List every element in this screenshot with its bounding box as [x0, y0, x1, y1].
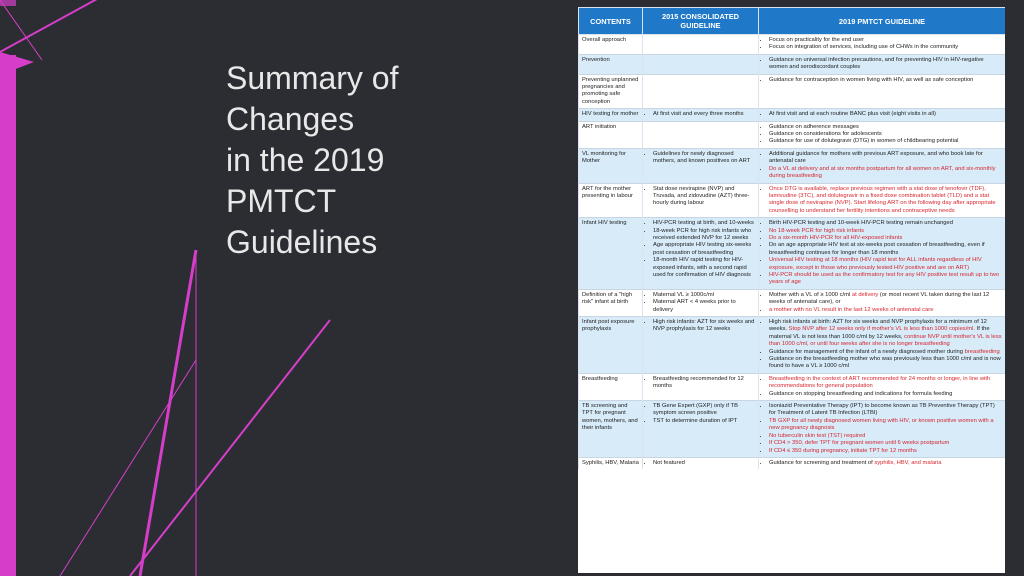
table-row	[579, 401, 1006, 458]
highlighted-change: Once DTG is available, replace previous regimen with a stat dose of tenofovir (TDF), lamivudine (3TC), and dolutegravir in a fixed dose combination tablet (TLD) and a stat single dose of nevirapine (NVP). Start lifelong ART on the following day after appropriate counselling to understand her fertility intentions and contraceptive needs	[769, 185, 996, 214]
header-contents: CONTENTS	[579, 8, 643, 35]
bullet-item: • At first visit and every three months	[653, 111, 755, 118]
cell-content: Definition of a "high risk" infant at birth	[579, 289, 643, 316]
bullet-item	[769, 44, 1002, 51]
cell-2015	[643, 121, 759, 148]
bullet-item	[769, 131, 1002, 138]
cell-content: Overall approach	[579, 35, 643, 55]
highlighted-change: a mother with no VL result in the last 12 weeks of antenatal care	[769, 306, 934, 313]
table-row	[579, 148, 1006, 183]
bullet-item: • Maternal ART < 4 weeks prior to delivery	[653, 299, 755, 314]
cell-2015	[643, 74, 759, 109]
bullet-item: • Not featured	[653, 460, 755, 467]
text-segment: Guidance on the breastfeeding mother who was previously less than 1000 c/ml and is now found to have a VL ≥ 1000 c/ml	[769, 356, 1001, 370]
table-body	[579, 35, 1006, 470]
bullet-item	[769, 292, 1002, 307]
cell-2019	[759, 457, 1006, 469]
bullet-item	[769, 376, 1002, 391]
title-line: Changes	[226, 101, 355, 137]
cell-2015	[643, 401, 759, 458]
text-segment: Focus on integration of services, including use of CHWs in the community	[769, 44, 959, 51]
bullet-item: • Age appropriate HIV testing six-weeks post cessation of breastfeeding	[653, 242, 755, 257]
bullet-item	[769, 349, 1002, 356]
table-row	[579, 121, 1006, 148]
highlighted-change: Do a six-month HIV-PCR for all HIV-exposed infants	[769, 234, 903, 241]
text-segment: Guidance on stopping breastfeeding and indications for formula feeding	[769, 390, 953, 397]
cell-2015	[643, 54, 759, 74]
cell-content: TB screening and TPT for pregnant women, mothers, and their infants	[579, 401, 643, 458]
bullet-item	[769, 272, 1002, 287]
bullet-item	[769, 77, 1002, 84]
cell-2015	[643, 373, 759, 400]
highlighted-change: If CD4 > 350, defer TPT for pregnant women until 6 weeks postpartum	[769, 440, 950, 447]
cell-2019	[759, 74, 1006, 109]
text-segment: (or most recent VL taken during the last 12 weeks of antenatal care), or	[769, 291, 990, 306]
cell-2019	[759, 218, 1006, 290]
cell-content: VL monitoring for Mother	[579, 148, 643, 183]
bullet-item	[769, 403, 1002, 418]
bullet-item: • Breastfeeding recommended for 12 months	[653, 376, 755, 391]
table-row	[579, 289, 1006, 316]
table-row	[579, 373, 1006, 400]
cell-2015	[643, 35, 759, 55]
text-segment: Guidance for screening and treatment of	[769, 459, 875, 466]
bullet-item: • TST to determine duration of IPT	[653, 418, 755, 425]
bullet-item: • 18-month HIV rapid testing for HIV-exposed infants, with a second rapid used for confirmation of HIV diagnosis	[653, 257, 755, 279]
text-segment: Guidance for management of the infant of a newly diagnosed mother during	[769, 348, 965, 355]
highlighted-change: No tuberculin skin test (TST) required	[769, 432, 866, 439]
bullet-item	[769, 235, 1002, 242]
text-segment: Focus on practicality for the end user	[769, 37, 865, 43]
cell-2019	[759, 54, 1006, 74]
highlighted-change: at delivery	[851, 291, 879, 298]
highlighted-change: breastfeeding	[964, 348, 1000, 355]
bullet-item	[769, 257, 1002, 272]
highlighted-change: syphilis, HBV, and malaria	[874, 459, 942, 466]
cell-2015	[643, 289, 759, 316]
highlighted-change: HIV-PCR should be used as the confirmatory test for any HIV positive test result up to two years of age	[769, 271, 1000, 286]
table-header-row	[579, 8, 1006, 35]
header-2015-guideline: 2015 CONSOLIDATED GUIDELINE	[643, 8, 759, 35]
cell-2019	[759, 401, 1006, 458]
bullet-item	[769, 186, 1002, 216]
cell-2019	[759, 289, 1006, 316]
text-segment: Additional guidance for mothers with previous ART exposure, and who book late for antenatal care	[769, 150, 983, 165]
text-segment: Guidance on adherence messages	[769, 123, 859, 130]
cell-content: Syphilis, HBV, Malaria	[579, 457, 643, 469]
bullet-item	[769, 166, 1002, 181]
text-segment: Guidance on considerations for adolescents	[769, 131, 882, 138]
highlighted-change: continue NVP until mother's VL is less than 1000 c/ml, or until four weeks after she is no longer breastfeeding	[769, 333, 1002, 348]
text-segment: Birth HIV-PCR testing and 10-week HIV-PCR testing remain unchanged	[769, 220, 953, 227]
table-row	[579, 457, 1006, 469]
slide-title	[226, 58, 466, 263]
highlighted-change: Stop NVP after 12 weeks only if mother's VL is less than 1000 copies/ml.	[788, 326, 976, 333]
table-row	[579, 35, 1006, 55]
cell-content: HIV testing for mother	[579, 109, 643, 121]
cell-2015	[643, 317, 759, 374]
table-row	[579, 109, 1006, 121]
bullet-item	[769, 124, 1002, 131]
bullet-item	[769, 356, 1002, 371]
title-line: in the 2019	[226, 142, 385, 178]
cell-2019	[759, 148, 1006, 183]
cell-2019	[759, 35, 1006, 55]
cell-2015	[643, 109, 759, 121]
cell-2019	[759, 109, 1006, 121]
title-line: Summary of	[226, 60, 399, 96]
text-segment: Mother with a VL of ≥ 1000 c/ml	[769, 291, 852, 298]
guideline-comparison-table	[578, 7, 1005, 573]
bullet-item: • TB Gene Expert (GXP) only if TB symptom screen positive	[653, 403, 755, 418]
bullet-item	[769, 151, 1002, 166]
text-segment: Guidance on universal infection precautions, and for preventing HIV in HIV-negative women and serodiscordant couples	[769, 56, 984, 71]
text-segment: Guidance for use of dolutegravir (DTG) in women of childbearing potential	[769, 138, 959, 145]
title-line: PMTCT	[226, 183, 337, 219]
bullet-item	[769, 138, 1002, 145]
cell-content: ART initiation	[579, 121, 643, 148]
text-segment: High risk infants at birth: AZT for six weeks and NVP prophylaxis for a minimum of 12 weeks.	[769, 319, 987, 333]
bullet-item	[769, 220, 1002, 227]
bullet-item	[769, 418, 1002, 433]
cell-2019	[759, 183, 1006, 218]
bullet-item: • 18-week PCR for high risk infants who received extended NVP for 12 weeks	[653, 228, 755, 243]
bullet-item	[769, 460, 1002, 467]
bullet-item	[769, 111, 1002, 118]
table-row	[579, 54, 1006, 74]
text-segment: Guidance for contraception in women living with HIV, as well as safe conception	[769, 76, 974, 83]
bullet-item	[769, 433, 1002, 440]
highlighted-change: No 18-week PCR for high risk infants	[769, 227, 865, 234]
text-segment: At first visit and at each routine BANC plus visit (eight visits in all)	[769, 111, 936, 118]
bullet-item: • Stat dose nevirapine (NVP) and Truvada, and zidovudine (AZT) three-hourly during labour	[653, 186, 755, 208]
bullet-item	[769, 440, 1002, 447]
bullet-item: • High risk infants: AZT for six weeks and NVP prophylaxis for 12 weeks	[653, 319, 755, 334]
cell-content: ART for the mother presenting in labour	[579, 183, 643, 218]
cell-content: Infant post exposure prophylaxis	[579, 317, 643, 374]
bullet-item	[769, 57, 1002, 72]
bullet-item	[769, 242, 1002, 257]
table-row	[579, 218, 1006, 290]
highlighted-change: Do a VL at delivery and at six months postpartum for all women on ART, and six-monthly during breastfeeding	[769, 165, 996, 180]
bullet-item	[769, 391, 1002, 398]
cell-2015	[643, 218, 759, 290]
cell-2015	[643, 183, 759, 218]
header-2019-guideline: 2019 PMTCT GUIDELINE	[759, 8, 1006, 35]
cell-2015	[643, 148, 759, 183]
highlighted-change: Breastfeeding in the context of ART recommended for 24 months or longer, in line with recommendations for general population	[769, 375, 991, 390]
table-row	[579, 317, 1006, 374]
cell-2015	[643, 457, 759, 469]
cell-2019	[759, 317, 1006, 374]
table-row	[579, 74, 1006, 109]
cell-2019	[759, 373, 1006, 400]
text-segment: Isoniazid Preventative Therapy (IPT) to become known as TB Preventive Therapy (TPT) for Treatment of Latent TB Infection (LTBI)	[769, 403, 995, 417]
cell-content: Preventing unplanned pregnancies and promoting safe conception	[579, 74, 643, 109]
bullet-item: • Maternal VL ≥ 1000c/ml	[653, 292, 755, 299]
bullet-item: • Guidelines for newly diagnosed mothers, and known positives on ART	[653, 151, 755, 166]
cell-content: Infant HIV testing	[579, 218, 643, 290]
bullet-item	[769, 228, 1002, 235]
text-segment: If the maternal VL is not less than 1000 c/ml by 12 weeks,	[769, 326, 990, 340]
cell-2019	[759, 121, 1006, 148]
cell-content: Prevention	[579, 54, 643, 74]
highlighted-change: TB GXP for all newly diagnosed women living with HIV, or known positive women with a new pregnancy diagnosis	[769, 417, 994, 432]
bullet-item	[769, 307, 1002, 314]
table-row	[579, 183, 1006, 218]
bullet-item	[769, 448, 1002, 455]
bullet-item	[769, 319, 1002, 349]
highlighted-change: If CD4 ≤ 350 during pregnancy, initiate TPT for 12 months	[769, 447, 917, 454]
highlighted-change: Universal HIV testing at 18 months (HIV rapid test for ALL infants regardless of HIV exposure, except in those who previously tested HIV positive and are on ART)	[769, 257, 982, 271]
bullet-item	[769, 37, 1002, 44]
cell-content: Breastfeeding	[579, 373, 643, 400]
text-segment: Do an age appropriate HIV test at six-weeks post cessation of breastfeeding, even if breastfeeding continues for longer than 18 months	[769, 242, 985, 256]
title-line: Guidelines	[226, 224, 378, 260]
bullet-item: • HIV-PCR testing at birth, and 10-weeks	[653, 220, 755, 227]
